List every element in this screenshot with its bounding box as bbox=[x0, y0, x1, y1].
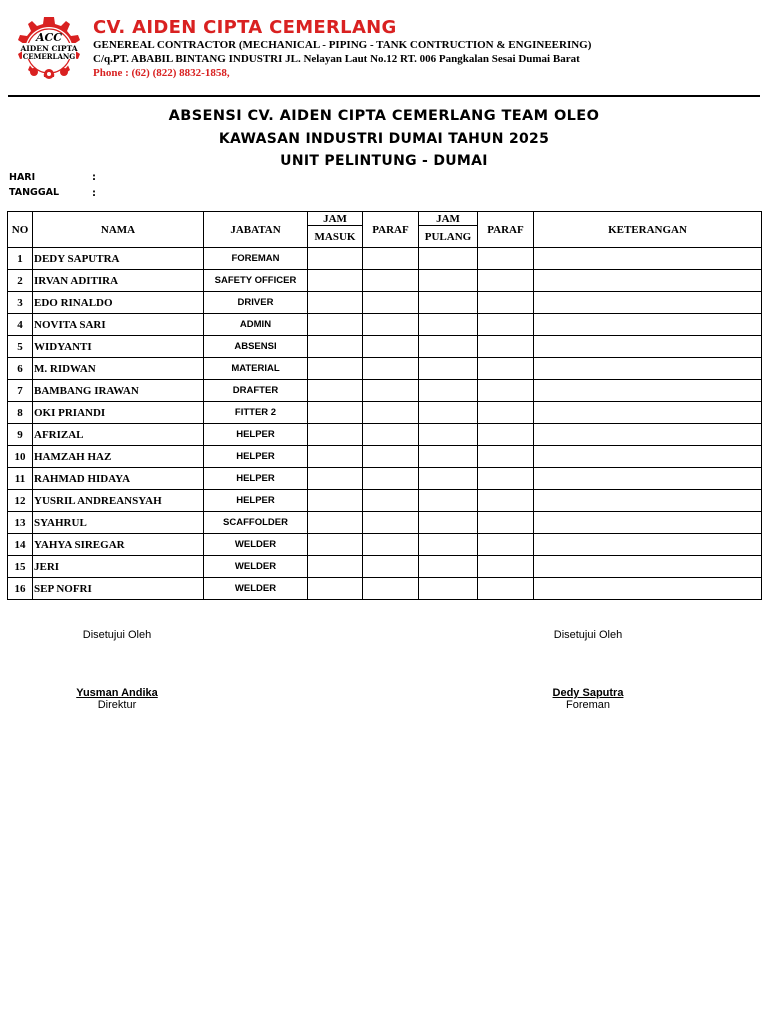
approved-label: Disetujui Oleh bbox=[82, 629, 152, 641]
row-no: 8 bbox=[8, 402, 33, 424]
row-paraf-pulang[interactable] bbox=[478, 314, 534, 336]
row-no: 5 bbox=[8, 336, 33, 358]
row-nama: JERI bbox=[33, 556, 204, 578]
row-keterangan[interactable] bbox=[534, 380, 762, 402]
company-name: CV. AIDEN CIPTA CEMERLANG bbox=[93, 17, 397, 38]
signer-name: Dedy Saputra bbox=[552, 687, 624, 699]
row-paraf-masuk[interactable] bbox=[363, 358, 419, 380]
row-no: 7 bbox=[8, 380, 33, 402]
table-row bbox=[8, 270, 762, 292]
row-nama: SEP NOFRI bbox=[33, 578, 204, 600]
row-no: 6 bbox=[8, 358, 33, 380]
approved-label: Disetujui Oleh bbox=[553, 629, 623, 641]
hari-colon: : bbox=[92, 172, 96, 183]
row-no: 9 bbox=[8, 424, 33, 446]
table-row bbox=[8, 402, 762, 424]
row-paraf-masuk[interactable] bbox=[363, 468, 419, 490]
header-keterangan: KETERANGAN bbox=[534, 212, 762, 248]
row-no: 4 bbox=[8, 314, 33, 336]
row-jabatan: HELPER bbox=[204, 424, 308, 446]
tanggal-colon: : bbox=[92, 188, 96, 199]
document-subtitle: KAWASAN INDUSTRI DUMAI TAHUN 2025 bbox=[218, 131, 550, 147]
header-jabatan: JABATAN bbox=[204, 212, 308, 248]
row-jam-pulang[interactable] bbox=[419, 380, 478, 402]
row-nama: AFRIZAL bbox=[33, 424, 204, 446]
row-paraf-masuk[interactable] bbox=[363, 490, 419, 512]
row-jam-masuk[interactable] bbox=[308, 490, 363, 512]
row-jam-masuk[interactable] bbox=[308, 578, 363, 600]
row-jabatan: FOREMAN bbox=[204, 248, 308, 270]
row-keterangan[interactable] bbox=[534, 336, 762, 358]
row-paraf-pulang[interactable] bbox=[478, 248, 534, 270]
row-paraf-pulang[interactable] bbox=[478, 512, 534, 534]
row-jam-pulang[interactable] bbox=[419, 556, 478, 578]
row-paraf-pulang[interactable] bbox=[478, 424, 534, 446]
row-jabatan: WELDER bbox=[204, 556, 308, 578]
row-paraf-masuk[interactable] bbox=[363, 578, 419, 600]
row-nama: HAMZAH HAZ bbox=[33, 446, 204, 468]
row-jabatan: SCAFFOLDER bbox=[204, 512, 308, 534]
row-jabatan: HELPER bbox=[204, 468, 308, 490]
row-no: 10 bbox=[8, 446, 33, 468]
row-nama: DEDY SAPUTRA bbox=[33, 248, 204, 270]
row-no: 2 bbox=[8, 270, 33, 292]
row-jabatan: ADMIN bbox=[204, 314, 308, 336]
row-paraf-pulang[interactable] bbox=[478, 270, 534, 292]
header-pulang: PULANG bbox=[419, 226, 478, 248]
signer-role: Foreman bbox=[565, 699, 611, 711]
table-row bbox=[8, 446, 762, 468]
row-paraf-masuk[interactable] bbox=[363, 270, 419, 292]
table-row bbox=[8, 534, 762, 556]
table-row bbox=[8, 468, 762, 490]
row-jam-masuk[interactable] bbox=[308, 314, 363, 336]
row-no: 14 bbox=[8, 534, 33, 556]
row-nama: SYAHRUL bbox=[33, 512, 204, 534]
table-row bbox=[8, 292, 762, 314]
row-paraf-masuk[interactable] bbox=[363, 534, 419, 556]
row-no: 3 bbox=[8, 292, 33, 314]
company-services: GENEREAL CONTRACTOR (MECHANICAL - PIPING - TANK CONTRUCTION & ENGINEERING) bbox=[93, 39, 592, 51]
row-no: 13 bbox=[8, 512, 33, 534]
row-jam-pulang[interactable] bbox=[419, 578, 478, 600]
row-jam-pulang[interactable] bbox=[419, 468, 478, 490]
row-jabatan: DRIVER bbox=[204, 292, 308, 314]
logo-bottom-text: CEMERLANG bbox=[22, 52, 76, 61]
company-address: C/q.PT. ABABIL BINTANG INDUSTRI JL. Nelayan Laut No.12 RT. 006 Pangkalan Sesai Dumai Barat bbox=[93, 53, 580, 65]
row-keterangan[interactable] bbox=[534, 424, 762, 446]
row-paraf-pulang[interactable] bbox=[478, 336, 534, 358]
row-keterangan[interactable] bbox=[534, 490, 762, 512]
row-jam-masuk[interactable] bbox=[308, 248, 363, 270]
table-row bbox=[8, 578, 762, 600]
logo-mid-text: AIDEN CIPTA bbox=[20, 44, 78, 53]
row-jam-masuk[interactable] bbox=[308, 358, 363, 380]
row-jam-masuk[interactable] bbox=[308, 270, 363, 292]
row-jam-pulang[interactable] bbox=[419, 292, 478, 314]
row-nama: BAMBANG IRAWAN bbox=[33, 380, 204, 402]
row-paraf-pulang[interactable] bbox=[478, 358, 534, 380]
row-jabatan: WELDER bbox=[204, 534, 308, 556]
table-row bbox=[8, 314, 762, 336]
row-nama: M. RIDWAN bbox=[33, 358, 204, 380]
row-paraf-masuk[interactable] bbox=[363, 402, 419, 424]
row-keterangan[interactable] bbox=[534, 248, 762, 270]
company-phone: Phone : (62) (822) 8832-1858, bbox=[93, 67, 230, 79]
logo-top-text: ACC bbox=[35, 31, 63, 44]
document-title: ABSENSI CV. AIDEN CIPTA CEMERLANG TEAM OLEO bbox=[168, 108, 600, 124]
row-keterangan[interactable] bbox=[534, 578, 762, 600]
row-jam-masuk[interactable] bbox=[308, 336, 363, 358]
row-paraf-pulang[interactable] bbox=[478, 578, 534, 600]
row-paraf-pulang[interactable] bbox=[478, 446, 534, 468]
row-jam-pulang[interactable] bbox=[419, 358, 478, 380]
row-keterangan[interactable] bbox=[534, 314, 762, 336]
row-paraf-masuk[interactable] bbox=[363, 380, 419, 402]
hari-label: HARI bbox=[9, 172, 36, 183]
row-keterangan[interactable] bbox=[534, 556, 762, 578]
row-jabatan: WELDER bbox=[204, 578, 308, 600]
row-nama: EDO RINALDO bbox=[33, 292, 204, 314]
signer-name: Yusman Andika bbox=[76, 687, 158, 699]
row-jam-pulang[interactable] bbox=[419, 270, 478, 292]
row-jam-pulang[interactable] bbox=[419, 402, 478, 424]
row-no: 11 bbox=[8, 468, 33, 490]
row-paraf-pulang[interactable] bbox=[478, 490, 534, 512]
row-nama: NOVITA SARI bbox=[33, 314, 204, 336]
row-jam-pulang[interactable] bbox=[419, 314, 478, 336]
attendance-table bbox=[7, 211, 762, 600]
row-jam-pulang[interactable] bbox=[419, 534, 478, 556]
row-keterangan[interactable] bbox=[534, 292, 762, 314]
row-jam-pulang[interactable] bbox=[419, 336, 478, 358]
row-paraf-pulang[interactable] bbox=[478, 468, 534, 490]
row-jam-pulang[interactable] bbox=[419, 490, 478, 512]
row-no: 16 bbox=[8, 578, 33, 600]
row-jam-masuk[interactable] bbox=[308, 556, 363, 578]
row-keterangan[interactable] bbox=[534, 402, 762, 424]
row-paraf-pulang[interactable] bbox=[478, 402, 534, 424]
row-jam-pulang[interactable] bbox=[419, 248, 478, 270]
row-no: 1 bbox=[8, 248, 33, 270]
row-no: 15 bbox=[8, 556, 33, 578]
header-jam-pulang-group: JAM bbox=[419, 212, 478, 226]
row-nama: OKI PRIANDI bbox=[33, 402, 204, 424]
header-no: NO bbox=[8, 212, 33, 248]
row-paraf-pulang[interactable] bbox=[478, 292, 534, 314]
row-nama: WIDYANTI bbox=[33, 336, 204, 358]
row-nama: YAHYA SIREGAR bbox=[33, 534, 204, 556]
header-jam-masuk-group: JAM bbox=[308, 212, 363, 226]
row-jam-pulang[interactable] bbox=[419, 424, 478, 446]
row-jam-masuk[interactable] bbox=[308, 534, 363, 556]
row-jam-masuk[interactable] bbox=[308, 292, 363, 314]
row-paraf-masuk[interactable] bbox=[363, 446, 419, 468]
row-keterangan[interactable] bbox=[534, 534, 762, 556]
table-row bbox=[8, 556, 762, 578]
row-jam-masuk[interactable] bbox=[308, 402, 363, 424]
header-paraf-masuk: PARAF bbox=[363, 212, 419, 248]
header-paraf-pulang: PARAF bbox=[478, 212, 534, 248]
document-unit: UNIT PELINTUNG - DUMAI bbox=[280, 153, 488, 169]
row-paraf-pulang[interactable] bbox=[478, 556, 534, 578]
signer-role: Direktur bbox=[97, 699, 137, 711]
signature-right bbox=[488, 629, 688, 711]
signature-left bbox=[17, 629, 217, 711]
row-keterangan[interactable] bbox=[534, 358, 762, 380]
table-row bbox=[8, 490, 762, 512]
row-jabatan: HELPER bbox=[204, 446, 308, 468]
row-jam-masuk[interactable] bbox=[308, 380, 363, 402]
row-paraf-pulang[interactable] bbox=[478, 534, 534, 556]
gear-logo-icon bbox=[12, 14, 86, 88]
row-jabatan: FITTER 2 bbox=[204, 402, 308, 424]
table-row bbox=[8, 336, 762, 358]
table-row bbox=[8, 358, 762, 380]
row-paraf-masuk[interactable] bbox=[363, 248, 419, 270]
header-nama: NAMA bbox=[33, 212, 204, 248]
row-jabatan: SAFETY OFFICER bbox=[204, 270, 308, 292]
row-nama: RAHMAD HIDAYA bbox=[33, 468, 204, 490]
row-keterangan[interactable] bbox=[534, 512, 762, 534]
row-jabatan: ABSENSI bbox=[204, 336, 308, 358]
table-row bbox=[8, 248, 762, 270]
row-jam-masuk[interactable] bbox=[308, 468, 363, 490]
table-row bbox=[8, 424, 762, 446]
row-paraf-masuk[interactable] bbox=[363, 424, 419, 446]
tanggal-label: TANGGAL bbox=[9, 187, 60, 198]
row-nama: IRVAN ADITIRA bbox=[33, 270, 204, 292]
row-paraf-masuk[interactable] bbox=[363, 556, 419, 578]
row-jabatan: MATERIAL bbox=[204, 358, 308, 380]
header-masuk: MASUK bbox=[308, 226, 363, 248]
row-keterangan[interactable] bbox=[534, 270, 762, 292]
letterhead bbox=[8, 10, 760, 97]
row-jam-masuk[interactable] bbox=[308, 446, 363, 468]
table-row bbox=[8, 380, 762, 402]
row-jabatan: HELPER bbox=[204, 490, 308, 512]
row-jam-masuk[interactable] bbox=[308, 512, 363, 534]
table-row bbox=[8, 512, 762, 534]
row-jam-pulang[interactable] bbox=[419, 446, 478, 468]
row-keterangan[interactable] bbox=[534, 468, 762, 490]
row-jam-masuk[interactable] bbox=[308, 424, 363, 446]
row-paraf-masuk[interactable] bbox=[363, 292, 419, 314]
row-paraf-masuk[interactable] bbox=[363, 314, 419, 336]
row-no: 12 bbox=[8, 490, 33, 512]
row-paraf-pulang[interactable] bbox=[478, 380, 534, 402]
row-jam-pulang[interactable] bbox=[419, 512, 478, 534]
row-jabatan: DRAFTER bbox=[204, 380, 308, 402]
row-nama: YUSRIL ANDREANSYAH bbox=[33, 490, 204, 512]
row-keterangan[interactable] bbox=[534, 446, 762, 468]
row-paraf-masuk[interactable] bbox=[363, 512, 419, 534]
row-paraf-masuk[interactable] bbox=[363, 336, 419, 358]
